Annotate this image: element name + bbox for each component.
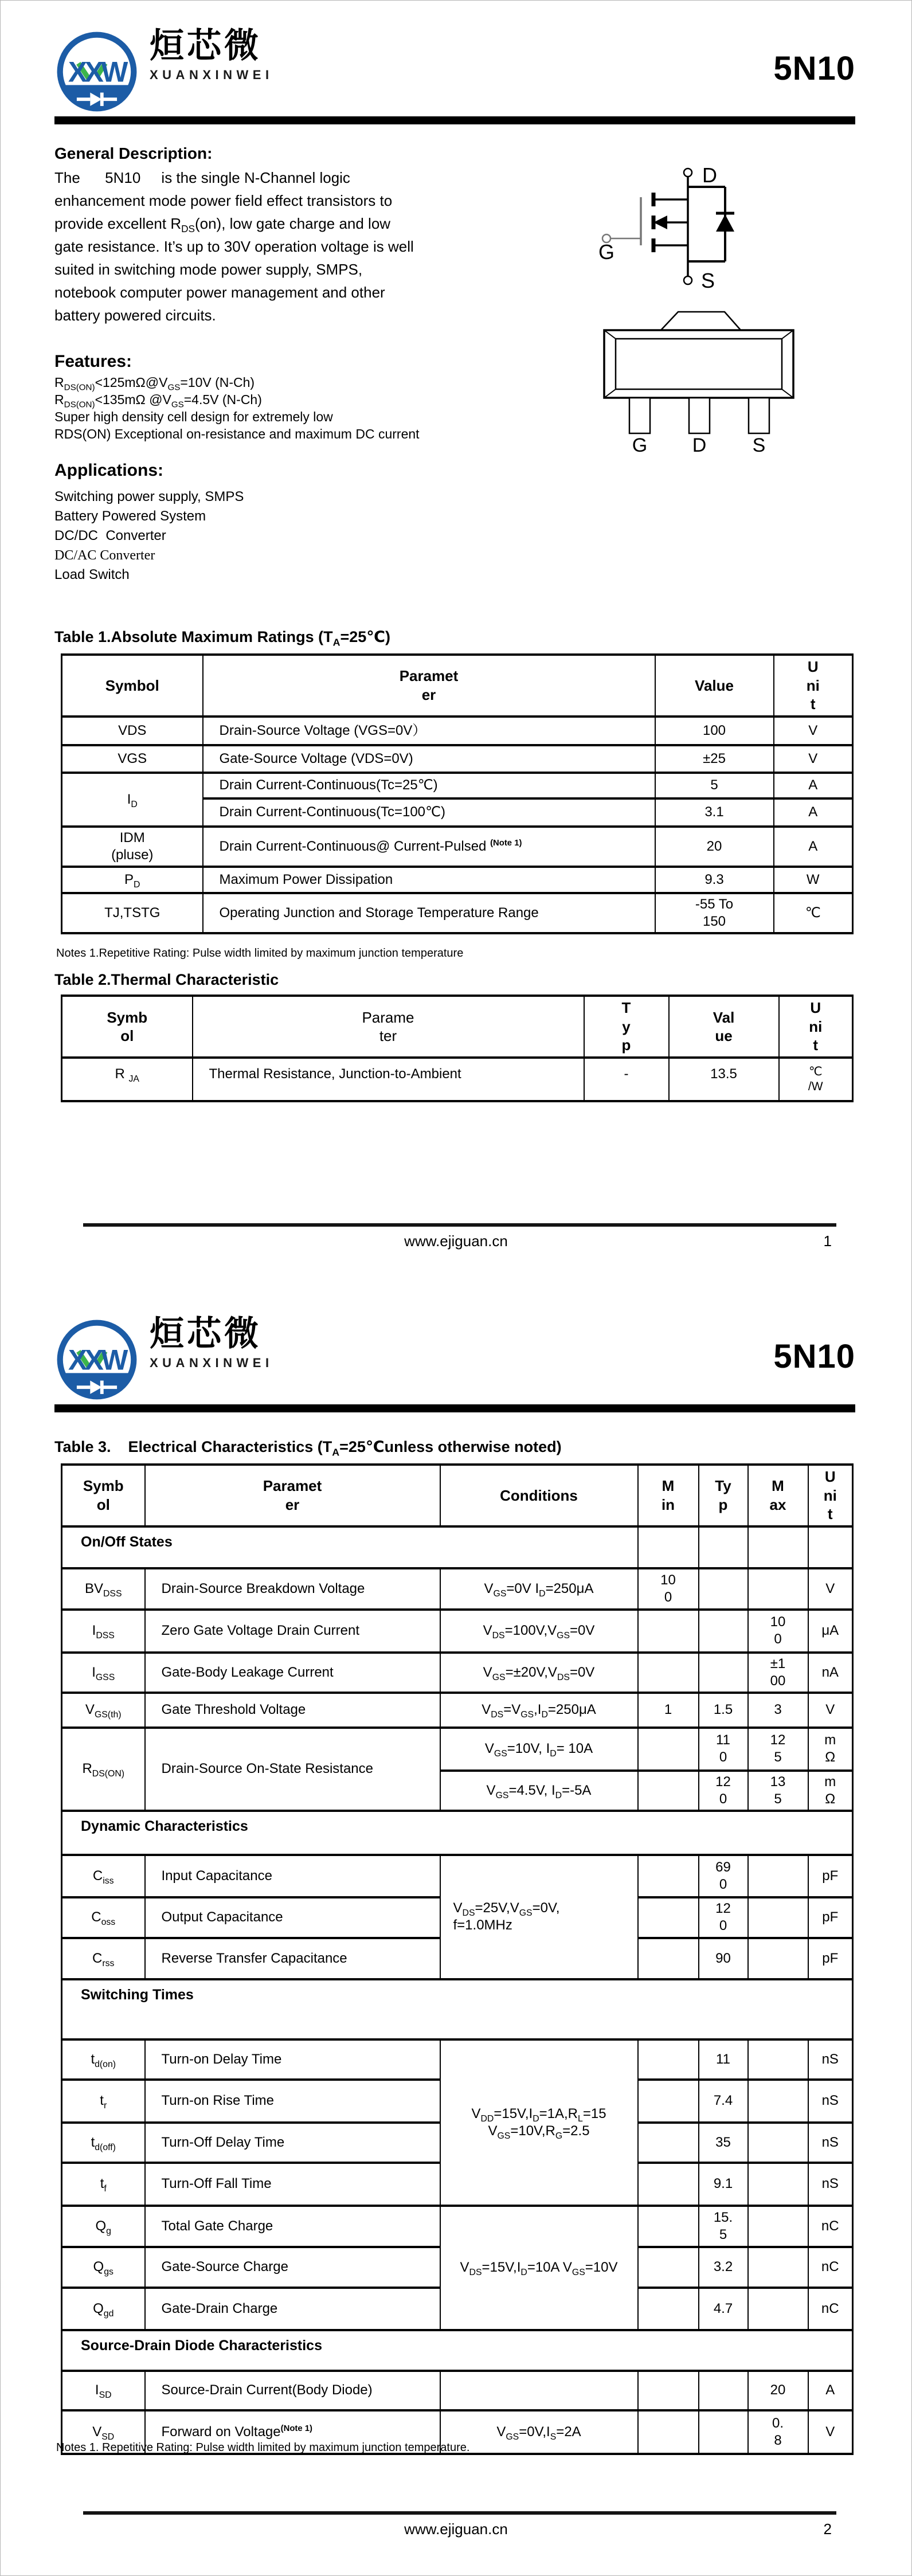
cell-symbol: $V_{GS(th)}$ — [62, 1693, 145, 1728]
cell-conditions: $V_{DS}=V_{GS},I_D=250\mu A$ — [440, 1693, 638, 1728]
cell-parameter: Gate-Body Leakage Current — [145, 1653, 440, 1693]
cell-symbol: $Q_{gs}$ — [62, 2247, 145, 2288]
feature-line: $R_{DS(ON)}<125m\Omega@V_{GS}=10V$ (N-Ch) — [54, 375, 255, 393]
cell-min — [638, 2039, 699, 2080]
table-row — [62, 893, 853, 933]
cell-conditions: $V_{GS}=4.5V$, $I_D=-5A$ — [440, 1771, 638, 1811]
cell-unit: V — [774, 717, 853, 745]
description-line: enhancement mode power field effect transistors to — [54, 192, 393, 209]
table1-absolute-maximum-ratings — [61, 653, 854, 934]
cell-typ — [699, 1568, 748, 1610]
applications-list — [54, 487, 398, 585]
cell-value: 3.1 — [655, 798, 774, 827]
table3-note: Notes 1. Repetitive Rating: Pulse width limited by maximum junction temperature. — [56, 2441, 470, 2454]
pin-label-d: D — [692, 434, 707, 456]
feature-line: Super high density cell design for extremely low — [54, 409, 333, 424]
cell-value: ±25 — [655, 745, 774, 773]
brand-name-en: XUANXINWEI — [150, 68, 273, 82]
table-row — [62, 2206, 853, 2247]
cell-min — [638, 2163, 699, 2206]
cell-parameter: Drain-Source Breakdown Voltage — [145, 1568, 440, 1610]
brand-name-cn: 烜芯微 — [150, 26, 261, 65]
cell-parameter: Output Capacitance — [145, 1897, 440, 1938]
cell-max: 0. 8 — [748, 2410, 808, 2454]
cell-symbol: $t_r$ — [62, 2080, 145, 2123]
applications-title: Applications: — [54, 461, 164, 480]
cell-parameter: Gate-Source Charge — [145, 2247, 440, 2288]
description-line: battery powered circuits. — [54, 307, 216, 324]
cell-conditions: $V_{GS}=10V$, $I_D= 10A$ — [440, 1728, 638, 1771]
cell-conditions: $V_{GS}=0V$ $I_D=250\mu A$ — [440, 1568, 638, 1610]
logo-monogram: XXW — [68, 1344, 126, 1376]
cell-parameter: Input Capacitance — [145, 1855, 440, 1897]
header-rule — [54, 1404, 855, 1412]
table-row — [62, 773, 853, 798]
feature-line: RDS(ON) Exceptional on-resistance and maximum DC current — [54, 426, 420, 441]
cell-max — [748, 2080, 808, 2123]
section-row — [62, 1811, 853, 1855]
cell-max — [748, 2163, 808, 2206]
cell-typ: 4.7 — [699, 2288, 748, 2330]
cell-typ — [699, 2410, 748, 2454]
cell-min — [638, 2206, 699, 2247]
cell-unit: ℃ — [774, 893, 853, 933]
cell-min — [638, 1610, 699, 1653]
cell-max: ±1 00 — [748, 1653, 808, 1693]
section-row — [62, 2330, 853, 2371]
table-header-row — [62, 1465, 853, 1526]
cell-min — [638, 2080, 699, 2123]
cell-min — [638, 2410, 699, 2454]
cell-unit: ℃ /W — [779, 1058, 853, 1101]
cell-symbol: $Q_{gd}$ — [62, 2288, 145, 2330]
cell-typ: 3.2 — [699, 2247, 748, 2288]
col-value: Val ue — [669, 996, 779, 1058]
cell-symbol: $V_{SD}$ — [62, 2410, 145, 2454]
cell-parameter: Gate-Drain Charge — [145, 2288, 440, 2330]
brand-text — [150, 26, 273, 83]
cell-unit: W — [774, 867, 853, 893]
cell-typ: 15. 5 — [699, 2206, 748, 2247]
cell-symbol: IDM (pluse) — [62, 827, 203, 867]
cell-min — [638, 1897, 699, 1938]
cell-min — [638, 1771, 699, 1811]
cell-typ: - — [584, 1058, 669, 1101]
cell-symbol: $Q_g$ — [62, 2206, 145, 2247]
cell-unit: μA — [808, 1610, 853, 1653]
cell-typ: 35 — [699, 2123, 748, 2163]
cell-unit: V — [808, 1693, 853, 1728]
col-parameter: Parame ter — [193, 996, 584, 1058]
cell-unit: nS — [808, 2039, 853, 2080]
cell-symbol: $BV_{DSS}$ — [62, 1568, 145, 1610]
cell-min — [638, 2288, 699, 2330]
cell-unit: A — [808, 2371, 853, 2410]
cell-typ — [699, 2371, 748, 2410]
cell-conditions: $V_{GS}=0V,I_S=2A$ — [440, 2410, 638, 2454]
col-parameter: Paramet er — [203, 655, 655, 717]
page-number: 2 — [823, 2520, 832, 2538]
cell-unit: pF — [808, 1897, 853, 1938]
logo-monogram: XXW — [68, 56, 126, 88]
section-row — [62, 1979, 853, 2039]
cell-symbol: $t_{d(on)}$ — [62, 2039, 145, 2080]
cell-conditions: $V_{DS}=100V,V_{GS}=0V$ — [440, 1610, 638, 1653]
cell-max — [748, 1568, 808, 1610]
brand-logo-icon — [53, 29, 140, 115]
cell-empty — [748, 1526, 808, 1568]
cell-symbol: VDS — [62, 717, 203, 745]
cell-min: 1 — [638, 1693, 699, 1728]
page-2 — [0, 1288, 912, 2576]
cell-typ: 12 0 — [699, 1771, 748, 1811]
cell-parameter: Turn-Off Delay Time — [145, 2123, 440, 2163]
drain-label: D — [702, 164, 717, 187]
cell-unit: nC — [808, 2288, 853, 2330]
cell-parameter: Drain-Source Voltage (VGS=0V） — [203, 717, 655, 745]
general-description-title: General Description: — [54, 144, 213, 162]
cell-value: 20 — [655, 827, 774, 867]
cell-typ — [699, 1653, 748, 1693]
table-row — [62, 827, 853, 867]
cell-empty — [808, 1526, 853, 1568]
cell-symbol: $I_{SD}$ — [62, 2371, 145, 2410]
mosfet-symbol-diagram — [596, 164, 780, 296]
section-label: Switching Times — [62, 1979, 853, 2039]
cell-typ: 1.5 — [699, 1693, 748, 1728]
section-label: On/Off States — [62, 1526, 638, 1568]
cell-min: 10 0 — [638, 1568, 699, 1610]
cell-parameter: Turn-on Delay Time — [145, 2039, 440, 2080]
section-label: Dynamic Characteristics — [62, 1811, 853, 1855]
cell-symbol: $t_{d(off)}$ — [62, 2123, 145, 2163]
table-row — [62, 2371, 853, 2410]
cell-max — [748, 1897, 808, 1938]
cell-value: 9.3 — [655, 867, 774, 893]
cell-unit: m Ω — [808, 1771, 853, 1811]
cell-unit: V — [774, 745, 853, 773]
features-list — [54, 374, 467, 443]
table-row — [62, 867, 853, 893]
part-number: 5N10 — [773, 50, 855, 87]
cell-parameter: Drain Current-Continuous(Tc=25℃) — [203, 773, 655, 798]
cell-conditions: $V_{DD}=15V,I_D=1A,R_L=15$ $V_{GS}=10V,R_G=2.5$ — [440, 2039, 638, 2206]
cell-parameter: Maximum Power Dissipation — [203, 867, 655, 893]
col-unit: U ni t — [808, 1465, 853, 1526]
col-max: M ax — [748, 1465, 808, 1526]
cell-max — [748, 2123, 808, 2163]
cell-min — [638, 2247, 699, 2288]
table2-title: Table 2.Thermal Characteristic — [54, 971, 279, 988]
cell-max — [748, 1938, 808, 1979]
cell-typ: 7.4 — [699, 2080, 748, 2123]
source-label: S — [701, 269, 715, 292]
cell-unit: A — [774, 827, 853, 867]
description-line: provide excellent $R_{DS}(on)$, low gate charge and low — [54, 215, 391, 235]
cell-typ: 90 — [699, 1938, 748, 1979]
table-row — [62, 1568, 853, 1610]
col-symbol: Symb ol — [62, 1465, 145, 1526]
cell-unit: A — [774, 798, 853, 827]
cell-unit: m Ω — [808, 1728, 853, 1771]
cell-typ: 9.1 — [699, 2163, 748, 2206]
pin-label-g: G — [632, 434, 648, 456]
cell-symbol: $C_{oss}$ — [62, 1897, 145, 1938]
cell-unit: pF — [808, 1938, 853, 1979]
table-row — [62, 1058, 853, 1101]
application-item: DC/DC Converter — [54, 528, 166, 543]
col-unit: U ni t — [779, 996, 853, 1058]
cell-unit: nA — [808, 1653, 853, 1693]
cell-max: 12 5 — [748, 1728, 808, 1771]
cell-symbol: $t_f$ — [62, 2163, 145, 2206]
cell-max: 10 0 — [748, 1610, 808, 1653]
application-item: Battery Powered System — [54, 508, 206, 524]
table-row — [62, 1693, 853, 1728]
cell-typ: 69 0 — [699, 1855, 748, 1897]
cell-symbol: $P_D$ — [62, 867, 203, 893]
cell-symbol: R $_{JA}$ — [62, 1058, 193, 1101]
table-row — [62, 1610, 853, 1653]
col-min: M in — [638, 1465, 699, 1526]
cell-min — [638, 2371, 699, 2410]
cell-unit: nC — [808, 2247, 853, 2288]
cell-max: 3 — [748, 1693, 808, 1728]
cell-symbol: $I_{GSS}$ — [62, 1653, 145, 1693]
cell-symbol: TJ,TSTG — [62, 893, 203, 933]
cell-unit: nS — [808, 2163, 853, 2206]
col-typ: Ty p — [699, 1465, 748, 1526]
cell-max — [748, 1855, 808, 1897]
cell-parameter: Turn-Off Fall Time — [145, 2163, 440, 2206]
brand-text — [150, 1314, 273, 1371]
table-row — [62, 1728, 853, 1771]
cell-parameter: Turn-on Rise Time — [145, 2080, 440, 2123]
col-typ: T y p — [584, 996, 669, 1058]
table1-title: Table 1.Absolute Maximum Ratings $(T_A=25℃)$ — [54, 628, 390, 648]
cell-unit: nS — [808, 2080, 853, 2123]
description-line: gate resistance. It’s up to 30V operation voltage is well — [54, 238, 414, 255]
cell-symbol: VGS — [62, 745, 203, 773]
cell-max: 20 — [748, 2371, 808, 2410]
cell-typ: 11 0 — [699, 1728, 748, 1771]
cell-unit: nC — [808, 2206, 853, 2247]
cell-min — [638, 1728, 699, 1771]
col-conditions: Conditions — [440, 1465, 638, 1526]
cell-value: -55 To 150 — [655, 893, 774, 933]
feature-line: $R_{DS(ON)}<135m\Omega$ $@V_{GS}=4.5V$ (N-Ch) — [54, 392, 262, 410]
cell-symbol: $C_{rss}$ — [62, 1938, 145, 1979]
cell-min — [638, 2123, 699, 2163]
cell-value: 100 — [655, 717, 774, 745]
cell-value: 5 — [655, 773, 774, 798]
package-outline-diagram — [600, 307, 798, 456]
footer-url: www.ejiguan.cn — [404, 2520, 508, 2538]
table3-title: Table 3. Electrical Characteristics ($T_A=25℃unless$ otherwise noted) — [54, 1438, 562, 1458]
cell-parameter: Source-Drain Current(Body Diode) — [145, 2371, 440, 2410]
cell-parameter: Total Gate Charge — [145, 2206, 440, 2247]
cell-unit: V — [808, 1568, 853, 1610]
application-item: Load Switch — [54, 567, 130, 582]
part-number: 5N10 — [773, 1338, 855, 1375]
cell-conditions — [440, 2371, 638, 2410]
pin-label-s: S — [752, 434, 766, 456]
cell-conditions: $V_{DS}=15V,I_D=10A$ $V_{GS}=10V$ — [440, 2206, 638, 2330]
cell-parameter: Reverse Transfer Capacitance — [145, 1938, 440, 1979]
table2-thermal-characteristic — [61, 995, 854, 1102]
footer-rule — [83, 2511, 836, 2515]
cell-parameter: Operating Junction and Storage Temperature Range — [203, 893, 655, 933]
body-diode-icon — [716, 213, 734, 232]
company-logo — [53, 1314, 273, 1403]
table-row — [62, 717, 853, 745]
cell-typ: 11 — [699, 2039, 748, 2080]
cell-empty — [638, 1526, 699, 1568]
cell-min — [638, 1653, 699, 1693]
col-parameter: Paramet er — [145, 1465, 440, 1526]
cell-symbol: $I_{DSS}$ — [62, 1610, 145, 1653]
cell-parameter: Forward on Voltage$^{(Note 1)}$ — [145, 2410, 440, 2454]
footer-rule — [83, 1223, 836, 1227]
cell-typ: 12 0 — [699, 1897, 748, 1938]
cell-max: 13 5 — [748, 1771, 808, 1811]
cell-parameter: Drain-Source On-State Resistance — [145, 1728, 440, 1811]
cell-max — [748, 2206, 808, 2247]
cell-empty — [699, 1526, 748, 1568]
cell-max — [748, 2039, 808, 2080]
cell-value: 13.5 — [669, 1058, 779, 1101]
table-row — [62, 2039, 853, 2080]
brand-name-en: XUANXINWEI — [150, 1356, 273, 1370]
cell-parameter: Gate-Source Voltage (VDS=0V) — [203, 745, 655, 773]
description-line: The 5N10 is the single N-Channel logic — [54, 169, 350, 186]
cell-parameter: Thermal Resistance, Junction-to-Ambient — [193, 1058, 584, 1101]
table-header-row — [62, 655, 853, 717]
company-logo — [53, 26, 273, 115]
cell-min — [638, 1855, 699, 1897]
cell-parameter: Zero Gate Voltage Drain Current — [145, 1610, 440, 1653]
header-rule — [54, 116, 855, 124]
cell-unit: nS — [808, 2123, 853, 2163]
cell-symbol: $R_{DS(ON)}$ — [62, 1728, 145, 1811]
cell-conditions: $V_{GS}=\pm 20V,V_{DS}=0V$ — [440, 1653, 638, 1693]
application-item: Switching power supply, SMPS — [54, 489, 244, 504]
cell-parameter: Drain Current-Continuous(Tc=100℃) — [203, 798, 655, 827]
cell-unit: A — [774, 773, 853, 798]
cell-parameter: Drain Current-Continuous@ Current-Pulsed $^{(Note 1)}$ — [203, 827, 655, 867]
description-line: notebook computer power management and other — [54, 284, 385, 301]
cell-max — [748, 2288, 808, 2330]
application-item: DC/AC Converter — [54, 548, 155, 563]
table-row — [62, 1855, 853, 1897]
table-row — [62, 1653, 853, 1693]
cell-unit: pF — [808, 1855, 853, 1897]
table1-note: Notes 1.Repetitive Rating: Pulse width limited by maximum junction temperature — [56, 947, 464, 960]
table-row — [62, 745, 853, 773]
col-value: Value — [655, 655, 774, 717]
footer-url: www.ejiguan.cn — [404, 1232, 508, 1250]
section-row — [62, 1526, 853, 1568]
section-label: Source-Drain Diode Characteristics — [62, 2330, 853, 2371]
cell-symbol: $I_D$ — [62, 773, 203, 827]
cell-max — [748, 2247, 808, 2288]
features-title: Features: — [54, 352, 132, 371]
cell-typ — [699, 1610, 748, 1653]
brand-name-cn: 烜芯微 — [150, 1314, 261, 1353]
cell-unit: V — [808, 2410, 853, 2454]
page-number: 1 — [823, 1232, 832, 1250]
brand-logo-icon — [53, 1317, 140, 1403]
cell-parameter: Gate Threshold Voltage — [145, 1693, 440, 1728]
cell-conditions: $V_{DS}=25V,V_{GS}=0V$, f=1.0MHz — [440, 1855, 638, 1979]
table3-electrical-characteristics — [61, 1463, 854, 2455]
cell-min — [638, 1938, 699, 1979]
table-header-row — [62, 996, 853, 1058]
general-description-text — [54, 166, 450, 327]
cell-symbol: $C_{iss}$ — [62, 1855, 145, 1897]
col-symbol: Symb ol — [62, 996, 193, 1058]
col-symbol: Symbol — [62, 655, 203, 717]
gate-label: G — [598, 240, 615, 264]
description-line: suited in switching mode power supply, SMPS, — [54, 261, 363, 278]
col-unit: U ni t — [774, 655, 853, 717]
